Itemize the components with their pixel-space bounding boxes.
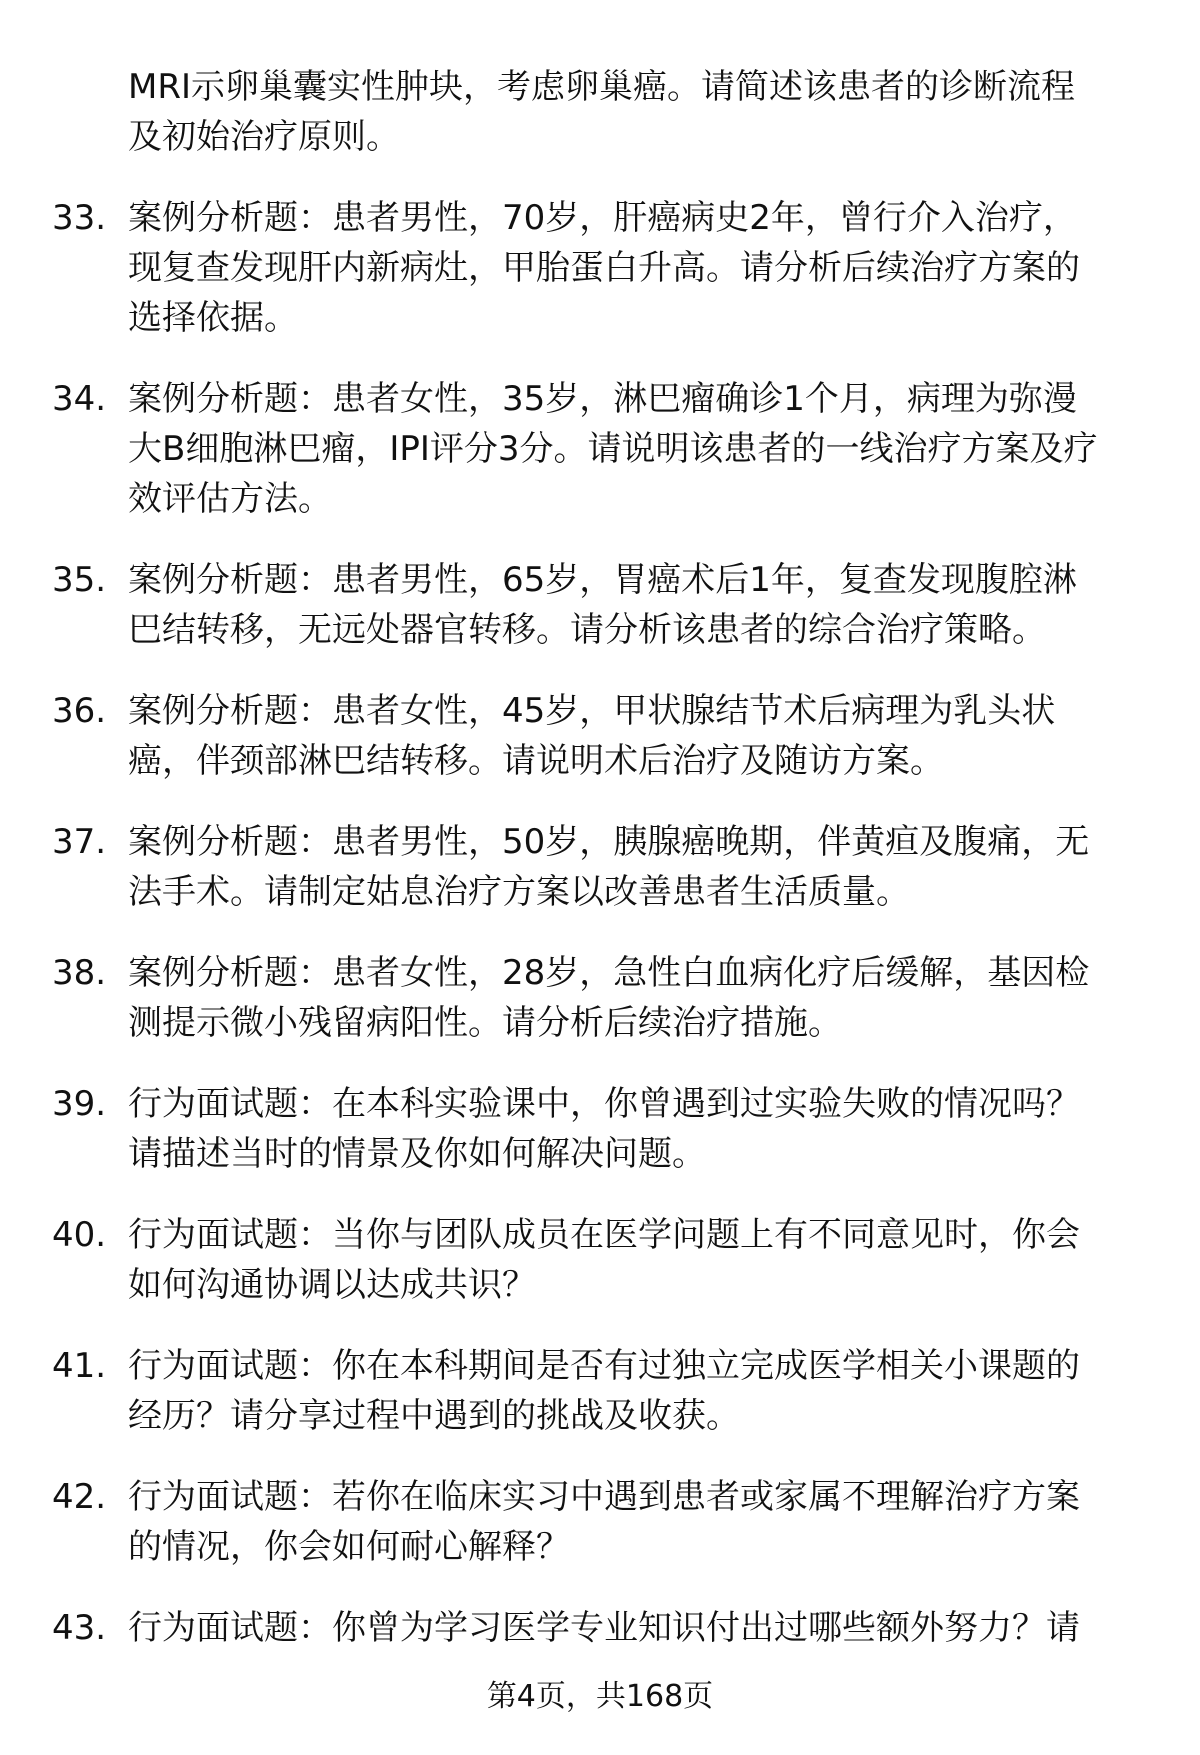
page-footer: 第4页，共168页 bbox=[486, 1679, 714, 1714]
question-number: 43. bbox=[52, 1608, 107, 1648]
question-text bbox=[128, 948, 1200, 1048]
question-item bbox=[0, 374, 1200, 524]
question-number: 42. bbox=[52, 1477, 107, 1517]
question-text bbox=[128, 686, 1200, 786]
question-text bbox=[128, 1472, 1200, 1572]
question-text-line: 行为面试题：你曾为学习医学专业知识付出过哪些额外努力？请 bbox=[128, 1608, 1080, 1648]
question-number: 34. bbox=[52, 379, 107, 419]
question-text-line: 大B细胞淋巴瘤，IPI评分3分。请说明该患者的一线治疗方案及疗 bbox=[128, 429, 1098, 469]
question-number: 36. bbox=[52, 691, 107, 731]
question-text-line: 行为面试题：在本科实验课中，你曾遇到过实验失败的情况吗？ bbox=[128, 1084, 1080, 1124]
question-item bbox=[0, 555, 1200, 655]
question-text bbox=[128, 1603, 1200, 1653]
question-text-line: 测提示微小残留病阳性。请分析后续治疗措施。 bbox=[128, 1003, 842, 1043]
question-text-line: MRI示卵巢囊实性肿块，考虑卵巢癌。请简述该患者的诊断流程 bbox=[128, 67, 1075, 107]
question-number: 38. bbox=[52, 953, 107, 993]
question-text-line: 效评估方法。 bbox=[128, 479, 332, 519]
question-item bbox=[0, 1472, 1200, 1572]
question-number: 41. bbox=[52, 1346, 107, 1386]
question-item bbox=[0, 686, 1200, 786]
question-text-line: 行为面试题：当你与团队成员在医学问题上有不同意见时，你会 bbox=[128, 1215, 1080, 1255]
question-number: 40. bbox=[52, 1215, 107, 1255]
question-text-line: 及初始治疗原则。 bbox=[128, 117, 400, 157]
question-item bbox=[0, 948, 1200, 1048]
question-number: 37. bbox=[52, 822, 107, 862]
question-text bbox=[128, 374, 1200, 524]
question-text-line: 巴结转移，无远处器官转移。请分析该患者的综合治疗策略。 bbox=[128, 610, 1046, 650]
question-text bbox=[128, 1341, 1200, 1441]
question-text-line: 癌，伴颈部淋巴结转移。请说明术后治疗及随访方案。 bbox=[128, 741, 944, 781]
question-item bbox=[0, 1210, 1200, 1310]
question-item bbox=[0, 1079, 1200, 1179]
question-text-line: 案例分析题：患者女性，45岁，甲状腺结节术后病理为乳头状 bbox=[128, 691, 1056, 731]
question-text-line: 法手术。请制定姑息治疗方案以改善患者生活质量。 bbox=[128, 872, 910, 912]
question-text-line: 案例分析题：患者男性，50岁，胰腺癌晚期，伴黄疸及腹痛，无 bbox=[128, 822, 1090, 862]
question-list bbox=[0, 62, 1200, 1684]
question-number: 33. bbox=[52, 198, 107, 238]
question-text-line: 现复查发现肝内新病灶，甲胎蛋白升高。请分析后续治疗方案的 bbox=[128, 248, 1080, 288]
question-text-line: 的情况，你会如何耐心解释？ bbox=[128, 1527, 570, 1567]
question-text-line: 请描述当时的情景及你如何解决问题。 bbox=[128, 1134, 706, 1174]
question-text-line: 案例分析题：患者女性，35岁，淋巴瘤确诊1个月，病理为弥漫 bbox=[128, 379, 1077, 419]
question-text-line: 行为面试题：若你在临床实习中遇到患者或家属不理解治疗方案 bbox=[128, 1477, 1080, 1517]
question-text bbox=[128, 62, 1200, 162]
question-item bbox=[0, 193, 1200, 343]
question-text-line: 案例分析题：患者男性，70岁，肝癌病史2年，曾行介入治疗， bbox=[128, 198, 1077, 238]
question-text bbox=[128, 555, 1200, 655]
question-text-line: 行为面试题：你在本科期间是否有过独立完成医学相关小课题的 bbox=[128, 1346, 1080, 1386]
question-number: 35. bbox=[52, 560, 107, 600]
question-text bbox=[128, 1210, 1200, 1310]
question-text-line: 选择依据。 bbox=[128, 298, 298, 338]
question-item bbox=[0, 1341, 1200, 1441]
question-text-line: 案例分析题：患者女性，28岁，急性白血病化疗后缓解，基因检 bbox=[128, 953, 1090, 993]
question-item bbox=[0, 817, 1200, 917]
question-number: 39. bbox=[52, 1084, 107, 1124]
question-text-line: 经历？请分享过程中遇到的挑战及收获。 bbox=[128, 1396, 740, 1436]
question-item bbox=[0, 1603, 1200, 1653]
question-text-line: 案例分析题：患者男性，65岁，胃癌术后1年，复查发现腹腔淋 bbox=[128, 560, 1077, 600]
question-text-line: 如何沟通协调以达成共识？ bbox=[128, 1265, 536, 1305]
question-text bbox=[128, 1079, 1200, 1179]
question-item bbox=[0, 62, 1200, 162]
question-text bbox=[128, 817, 1200, 917]
question-text bbox=[128, 193, 1200, 343]
